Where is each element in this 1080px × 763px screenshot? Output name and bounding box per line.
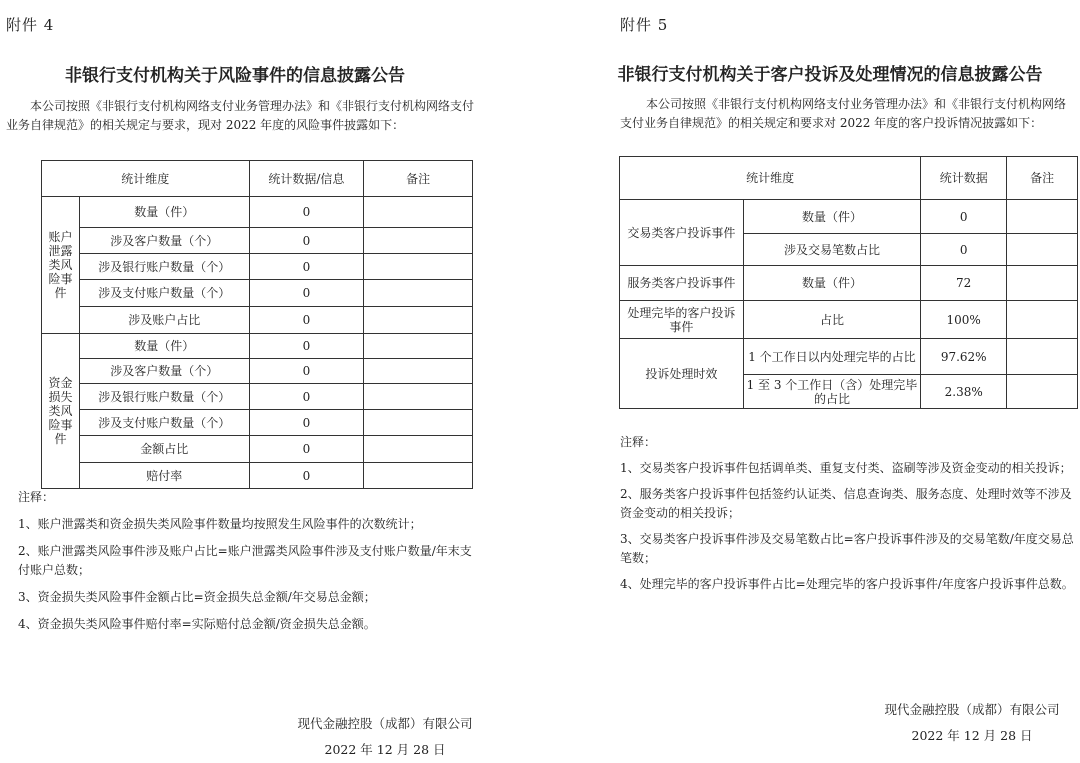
- table-row: [42, 307, 473, 334]
- row-value: 0: [249, 197, 364, 228]
- row-item: 涉及客户数量（个）: [79, 228, 249, 254]
- sign-date: 2022 年 12 月 28 日: [324, 742, 446, 757]
- row-value: 0: [921, 200, 1007, 234]
- notes-section: [620, 433, 1075, 594]
- row-item: 数量（件）: [79, 197, 249, 228]
- row-note: [364, 359, 473, 384]
- table-row: [42, 359, 473, 384]
- row-value: 0: [249, 436, 364, 463]
- table-row: [42, 280, 473, 307]
- row-value: 0: [921, 234, 1007, 266]
- table-row: [42, 463, 473, 489]
- row-value: 0: [249, 307, 364, 334]
- table-row: [42, 197, 473, 228]
- table-row: [42, 384, 473, 410]
- row-note: [364, 384, 473, 410]
- note-item: 3、资金损失类风险事件金额占比=资金损失总金额/年交易总金额；: [18, 590, 376, 604]
- complaints-table: [619, 156, 1078, 409]
- note-item: 4、资金损失类风险事件赔付率=实际赔付总金额/资金损失总金额。: [18, 617, 376, 631]
- row-value: 2.38%: [921, 375, 1007, 409]
- attachment-label: 附件 4: [6, 16, 55, 34]
- header-note: 备注: [364, 161, 473, 197]
- attachment-4-page: [0, 0, 520, 762]
- intro-paragraph: 本公司按照《非银行支付机构网络支付业务管理办法》和《非银行支付机构网络支付业务自律规范》的相关规定与要求，现对 2022 年度的风险事件披露如下：: [6, 99, 475, 132]
- row-note: [1007, 339, 1078, 375]
- row-value: 0: [249, 254, 364, 280]
- table-row: [620, 266, 1078, 301]
- row-item: 赔付率: [79, 463, 249, 489]
- page-title: 非银行支付机构关于风险事件的信息披露公告: [65, 66, 405, 86]
- note-item: 2、服务类客户投诉事件包括签约认证类、信息查询类、服务态度、处理时效等不涉及资金变动的相关投诉；: [620, 487, 1072, 520]
- group-label-service-complaints: 服务类客户投诉事件: [620, 266, 744, 301]
- row-note: [364, 197, 473, 228]
- table-row: [42, 254, 473, 280]
- table-row: [42, 228, 473, 254]
- row-note: [364, 280, 473, 307]
- company-name: 现代金融控股（成都）有限公司: [884, 702, 1060, 717]
- row-note: [364, 410, 473, 436]
- page-title: 非银行支付机构关于客户投诉及处理情况的信息披露公告: [617, 65, 1043, 85]
- table-row: [42, 436, 473, 463]
- row-value: 0: [249, 359, 364, 384]
- note-item: 3、交易类客户投诉事件涉及交易笔数占比=客户投诉事件涉及的交易笔数/年度交易总笔数；: [620, 532, 1074, 565]
- group-label-handling-time: 投诉处理时效: [620, 339, 744, 409]
- row-note: [364, 436, 473, 463]
- row-item: 1 至 3 个工作日（含）处理完毕的占比: [743, 375, 921, 409]
- row-item: 涉及账户占比: [79, 307, 249, 334]
- notes-title: 注释：: [18, 490, 55, 504]
- row-item: 涉及交易笔数占比: [743, 234, 921, 266]
- row-value: 0: [249, 334, 364, 359]
- row-item: 涉及银行账户数量（个）: [79, 384, 249, 410]
- row-note: [1007, 234, 1078, 266]
- row-value: 97.62%: [921, 339, 1007, 375]
- group-label-completed-complaints: 处理完毕的客户投诉事件: [620, 301, 744, 339]
- row-item: 数量（件）: [743, 200, 921, 234]
- row-item: 数量（件）: [79, 334, 249, 359]
- row-note: [1007, 200, 1078, 234]
- row-item: 金额占比: [79, 436, 249, 463]
- row-note: [1007, 266, 1078, 301]
- row-item: 数量（件）: [743, 266, 921, 301]
- row-item: 涉及支付账户数量（个）: [79, 280, 249, 307]
- notes-section: [18, 488, 480, 634]
- table-row: [620, 200, 1078, 234]
- row-value: 0: [249, 463, 364, 489]
- row-item: 涉及银行账户数量（个）: [79, 254, 249, 280]
- header-data: 统计数据: [921, 157, 1007, 200]
- row-item: 占比: [743, 301, 921, 339]
- table-header-row: [42, 161, 473, 197]
- row-note: [1007, 375, 1078, 409]
- row-item: 涉及客户数量（个）: [79, 359, 249, 384]
- note-item: 1、账户泄露类和资金损失类风险事件数量均按照发生风险事件的次数统计；: [18, 517, 422, 531]
- group-label-transaction-complaints: 交易类客户投诉事件: [620, 200, 744, 266]
- note-item: 2、账户泄露类风险事件涉及账户占比=账户泄露类风险事件涉及支付账户数量/年末支付账户总数；: [18, 544, 472, 577]
- risk-events-table: [41, 160, 473, 489]
- row-value: 100%: [921, 301, 1007, 339]
- row-value: 0: [249, 410, 364, 436]
- header-dimension: 统计维度: [620, 157, 921, 200]
- signature-block: [862, 697, 1080, 749]
- row-value: 0: [249, 280, 364, 307]
- row-value: 0: [249, 384, 364, 410]
- table-row: [620, 339, 1078, 375]
- table-header-row: [620, 157, 1078, 200]
- row-item: 1 个工作日以内处理完毕的占比: [743, 339, 921, 375]
- notes-title: 注释：: [620, 435, 657, 449]
- note-item: 4、处理完毕的客户投诉事件占比=处理完毕的客户投诉事件/年度客户投诉事件总数。: [620, 577, 1074, 591]
- row-note: [364, 254, 473, 280]
- row-note: [364, 463, 473, 489]
- group-label-fund-loss: 资金损失类风险事件: [42, 334, 80, 489]
- row-note: [364, 334, 473, 359]
- table-row: [42, 334, 473, 359]
- row-note: [364, 307, 473, 334]
- intro-paragraph: 本公司按照《非银行支付机构网络支付业务管理办法》和《非银行支付机构网络支付业务自律规范》的相关规定和要求对 2022 年度的客户投诉情况披露如下：: [620, 97, 1067, 130]
- row-value: 0: [249, 228, 364, 254]
- header-note: 备注: [1007, 157, 1078, 200]
- signature-block: [270, 711, 500, 763]
- row-note: [1007, 301, 1078, 339]
- attachment-label: 附件 5: [620, 16, 669, 34]
- attachment-5-page: [580, 0, 1080, 762]
- row-value: 72: [921, 266, 1007, 301]
- header-dimension: 统计维度: [42, 161, 250, 197]
- table-row: [42, 410, 473, 436]
- group-label-account-leak: 账户泄露类风险事件: [42, 197, 80, 334]
- company-name: 现代金融控股（成都）有限公司: [297, 716, 473, 731]
- header-data: 统计数据/信息: [249, 161, 364, 197]
- sign-date: 2022 年 12 月 28 日: [911, 728, 1033, 743]
- row-note: [364, 228, 473, 254]
- note-item: 1、交易类客户投诉事件包括调单类、重复支付类、盗刷等涉及资金变动的相关投诉；: [620, 461, 1072, 475]
- row-item: 涉及支付账户数量（个）: [79, 410, 249, 436]
- table-row: [620, 301, 1078, 339]
